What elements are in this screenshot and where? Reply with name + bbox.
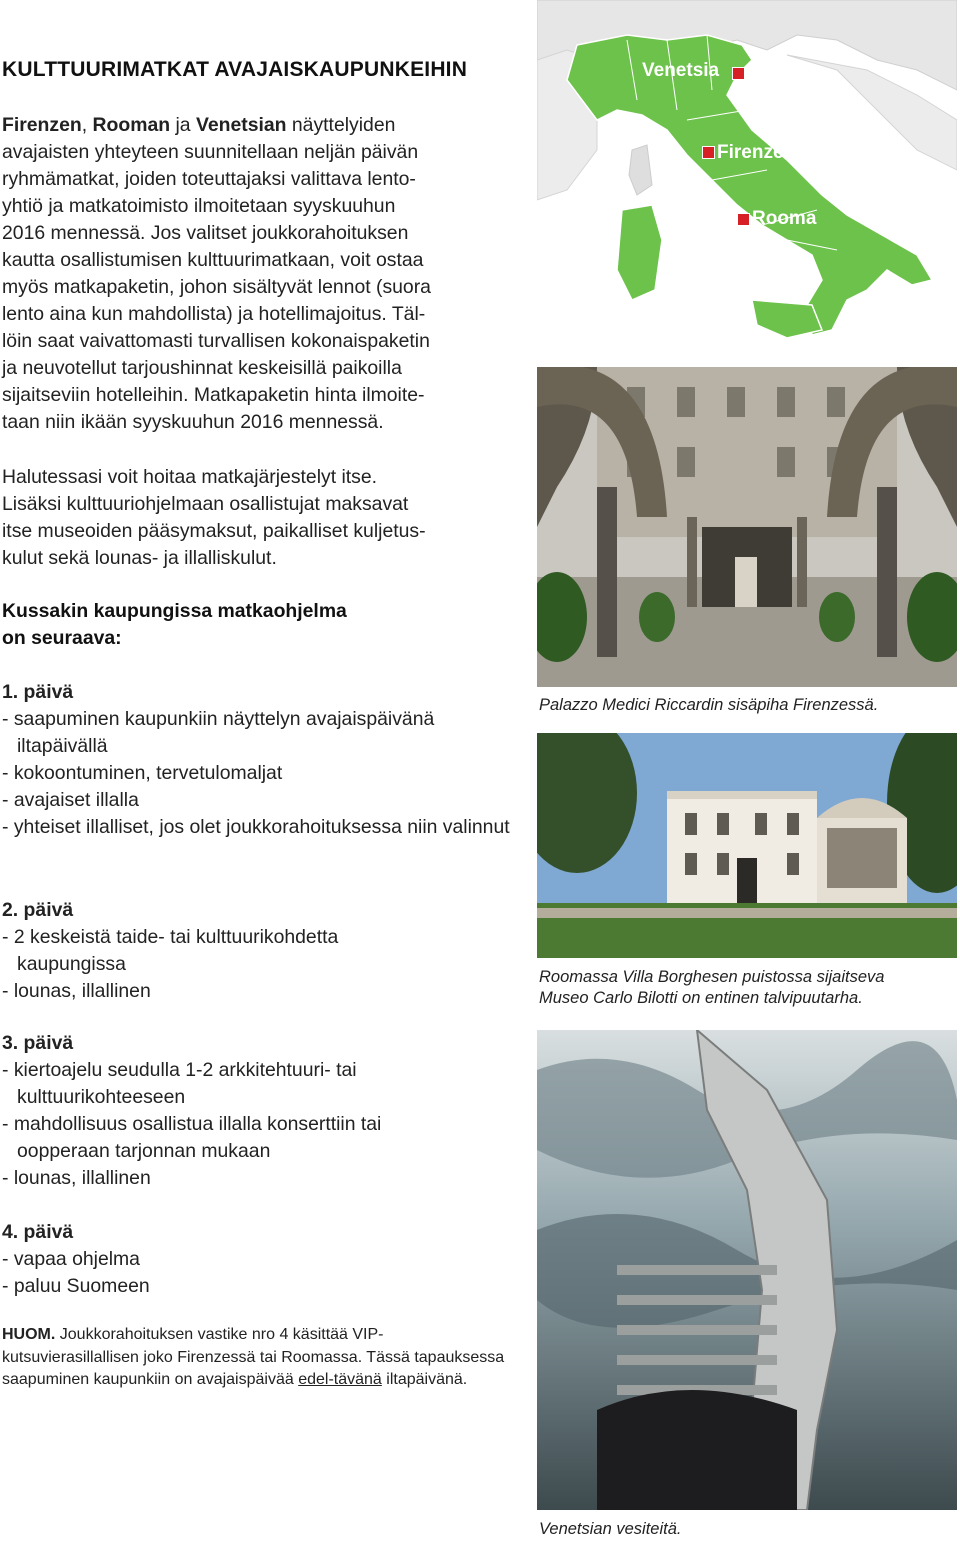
- city-rome: Rooman: [92, 114, 171, 136]
- intro-paragraph: [2, 112, 522, 436]
- day-item: - saapuminen kaupunkiin näyttelyn avajaispäivänä iltapäivällä: [2, 708, 435, 757]
- caption-villa-line: Museo Carlo Bilotti on entinen talvipuutarha.: [539, 989, 863, 1007]
- villa-photo-graphic: [537, 733, 957, 958]
- pin-florence-icon: [702, 146, 715, 159]
- palazzo-photo: [537, 367, 957, 687]
- day-item: - kiertoajelu seudulla 1-2 arkkitehtuuri- tai kulttuurikohteeseen: [2, 1059, 357, 1108]
- day-item: - lounas, illallinen: [2, 980, 151, 1002]
- italy-map-graphic: [537, 0, 957, 340]
- sicily: [752, 300, 822, 338]
- gondola-photo: [537, 1030, 957, 1510]
- note-paragraph: [2, 1324, 507, 1392]
- day-3: [2, 1030, 472, 1192]
- page-heading: KULTTUURIMATKAT AVAJAISKAUPUNKEIHIN: [2, 58, 468, 81]
- intro-line: ja neuvotellut tarjoushinnat keskeisillä paikoilla: [2, 357, 402, 379]
- day-item: - lounas, illallinen: [2, 1167, 151, 1189]
- intro-line: lento aina kun mahdollista) ja hotellimajoitus. Täl-: [2, 303, 426, 325]
- note-end: iltapäivänä.: [381, 1371, 468, 1388]
- intro-line: kautta osallistumisen kulttuurimatkaan, voit ostaa: [2, 249, 424, 271]
- intro-line: myös matkapaketin, johon sisältyvät lennot (suora: [2, 276, 431, 298]
- intro-line: 2016 mennessä. Jos valitset joukkorahoituksen: [2, 222, 409, 244]
- intro-line: yhtiö ja matkatoimisto ilmoitetaan syyskuuhun: [2, 195, 396, 217]
- intro-line: ryhmämatkat, joiden toteuttajaksi valittava lento-: [2, 168, 416, 190]
- label-rome: Rooma: [752, 208, 817, 229]
- day-title: 4. päivä: [2, 1221, 74, 1243]
- program-heading-line: Kussakin kaupungissa matkaohjelma: [2, 600, 347, 622]
- note-underlined: edel-tävänä: [298, 1371, 382, 1388]
- villa-photo: [537, 733, 957, 958]
- self-arrange-line: Halutessasi voit hoitaa matkajärjestelyt itse.: [2, 466, 378, 488]
- palazzo-photo-graphic: [537, 367, 957, 687]
- program-heading-line: on seuraava:: [2, 627, 122, 649]
- day-item: - yhteiset illalliset, jos olet joukkorahoituksessa niin valinnut: [2, 816, 510, 838]
- day-item: - kokoontuminen, tervetulomaljat: [2, 762, 283, 784]
- day-title: 3. päivä: [2, 1032, 74, 1054]
- city-firenze: Firenzen: [2, 114, 82, 136]
- day-2: [2, 897, 422, 1005]
- day-1: [2, 679, 517, 841]
- note-label: HUOM.: [2, 1326, 56, 1343]
- caption-gondola: Venetsian vesiteitä.: [539, 1520, 682, 1538]
- intro-line: taan niin ikään syyskuuhun 2016 mennessä.: [2, 411, 384, 433]
- day-title: 1. päivä: [2, 681, 74, 703]
- intro-line: sijaitseviin hotelleihin. Matkapaketin hinta ilmoite-: [2, 384, 425, 406]
- label-florence: Firenze: [717, 142, 784, 163]
- program-heading: [2, 598, 347, 652]
- caption-villa-line: Roomassa Villa Borghesen puistossa sijaitseva: [539, 968, 885, 986]
- city-venice: Venetsian: [195, 114, 287, 136]
- sardinia: [617, 205, 662, 300]
- day-item: - mahdollisuus osallistua illalla konserttiin tai oopperaan tarjonnan mukaan: [2, 1113, 382, 1162]
- label-venice: Venetsia: [642, 60, 720, 81]
- note-text: Joukkorahoituksen vastike nro 4 käsittää VIP-kutsuvierasillallisen joko Firenzessä tai Roomassa. Tässä tapauksessa saapuminen kaupunkiin on avajaispäivää: [2, 1326, 505, 1388]
- day-title: 2. päivä: [2, 899, 74, 921]
- pin-venice-icon: [732, 67, 745, 80]
- gondola-photo-graphic: [537, 1030, 957, 1510]
- self-arrange-line: Lisäksi kulttuuriohjelmaan osallistujat maksavat: [2, 493, 409, 515]
- day-4: [2, 1219, 472, 1300]
- day-item: - avajaiset illalla: [2, 789, 139, 811]
- intro-line: näyttelyiden: [286, 114, 396, 136]
- day-item: - 2 keskeistä taide- tai kulttuurikohdetta kaupungissa: [2, 926, 339, 975]
- italy-map: [537, 0, 957, 340]
- pin-rome-icon: [737, 213, 750, 226]
- self-arrange-paragraph: [2, 464, 522, 572]
- intro-sep: ,: [81, 114, 93, 136]
- intro-line: löin saat vaivattomasti turvallisen kokonaispaketin: [2, 330, 430, 352]
- caption-palazzo: Palazzo Medici Riccardin sisäpiha Firenzessä.: [539, 696, 879, 714]
- day-item: - paluu Suomeen: [2, 1275, 150, 1297]
- self-arrange-line: itse museoiden pääsymaksut, paikalliset kuljetus-: [2, 520, 426, 542]
- day-item: - vapaa ohjelma: [2, 1248, 140, 1270]
- intro-sep: ja: [170, 114, 196, 136]
- self-arrange-line: kulut sekä lounas- ja illalliskulut.: [2, 547, 277, 569]
- corsica: [629, 145, 652, 195]
- caption-villa: [539, 967, 884, 1009]
- intro-line: avajaisten yhteyteen suunnitellaan neljän päivän: [2, 141, 419, 163]
